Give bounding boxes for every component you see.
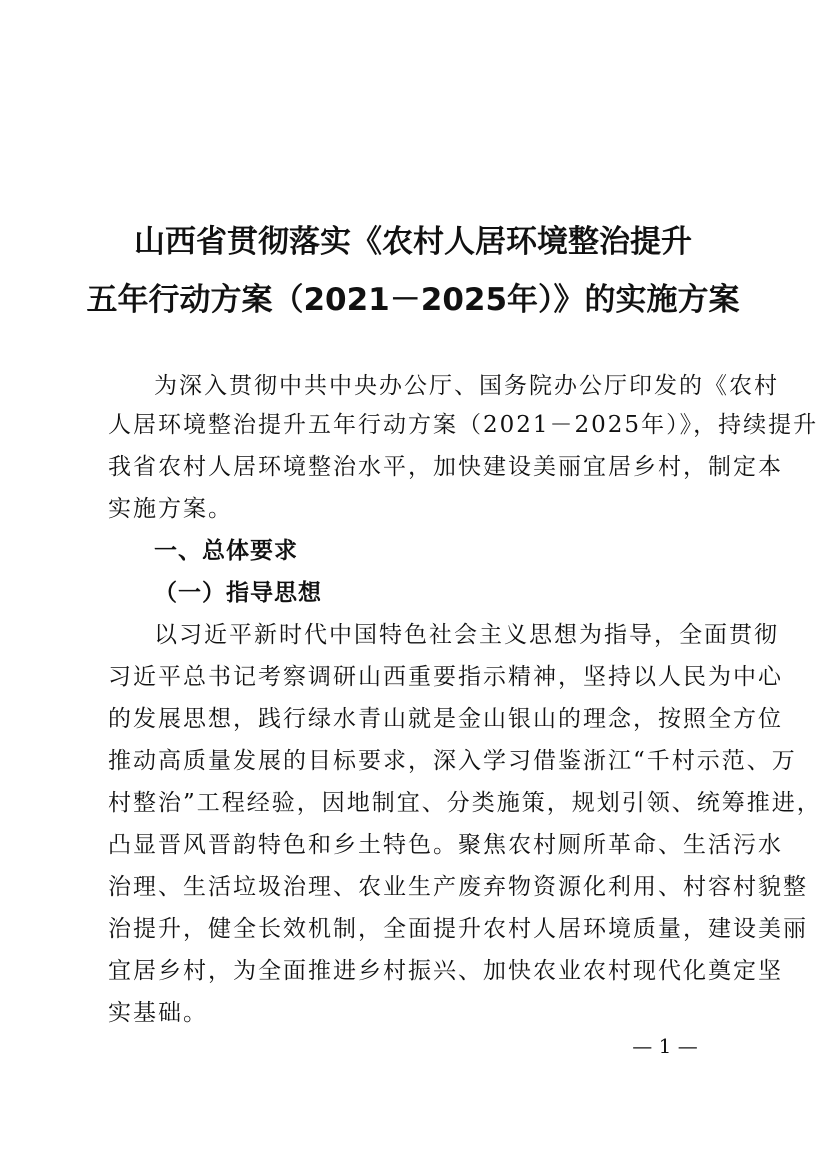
guiding-line-1: 以习近平新时代中国特色社会主义思想为指导，全面贯彻 xyxy=(154,622,779,648)
section-heading: 一、总体要求 xyxy=(154,538,298,564)
guiding-line-6: 凸显晋风晋韵特色和乡土特色。聚焦农村厕所革命、生活污水 xyxy=(108,832,783,858)
intro-line-1: 为深入贯彻中共中央办公厅、国务院办公厅印发的《农村 xyxy=(154,373,779,399)
guiding-line-7: 治理、生活垃圾治理、农业生产废弃物资源化利用、村容村貌整 xyxy=(108,874,808,900)
intro-line-3: 我省农村人居环境整治水平，加快建设美丽宜居乡村，制定本 xyxy=(108,454,783,480)
document-title-line-2: 五年行动方案（2021－2025年）》的实施方案 xyxy=(86,282,740,318)
guiding-line-8: 治提升，健全长效机制，全面提升农村人居环境质量，建设美丽 xyxy=(108,916,808,942)
subsection-heading: （一）指导思想 xyxy=(154,580,322,606)
guiding-line-9: 宜居乡村，为全面推进乡村振兴、加快农业农村现代化奠定坚 xyxy=(108,958,783,984)
guiding-line-3: 的发展思想，践行绿水青山就是金山银山的理念，按照全方位 xyxy=(108,706,783,732)
intro-line-2: 人居环境整治提升五年行动方案（2021－2025年）》，持续提升 xyxy=(108,412,819,438)
intro-line-4: 实施方案。 xyxy=(108,496,233,522)
guiding-line-2: 习近平总书记考察调研山西重要指示精神，坚持以人民为中心 xyxy=(108,664,783,690)
guiding-line-4: 推动高质量发展的目标要求，深入学习借鉴浙江“千村示范、万 xyxy=(108,748,797,774)
document-title-line-1: 山西省贯彻落实《农村人居环境整治提升 xyxy=(134,224,692,260)
guiding-line-10: 实基础。 xyxy=(108,1000,208,1026)
guiding-line-5: 村整治”工程经验，因地制宜、分类施策，规划引领、统筹推进， xyxy=(108,790,822,816)
page-number: — 1 — xyxy=(632,1034,698,1058)
